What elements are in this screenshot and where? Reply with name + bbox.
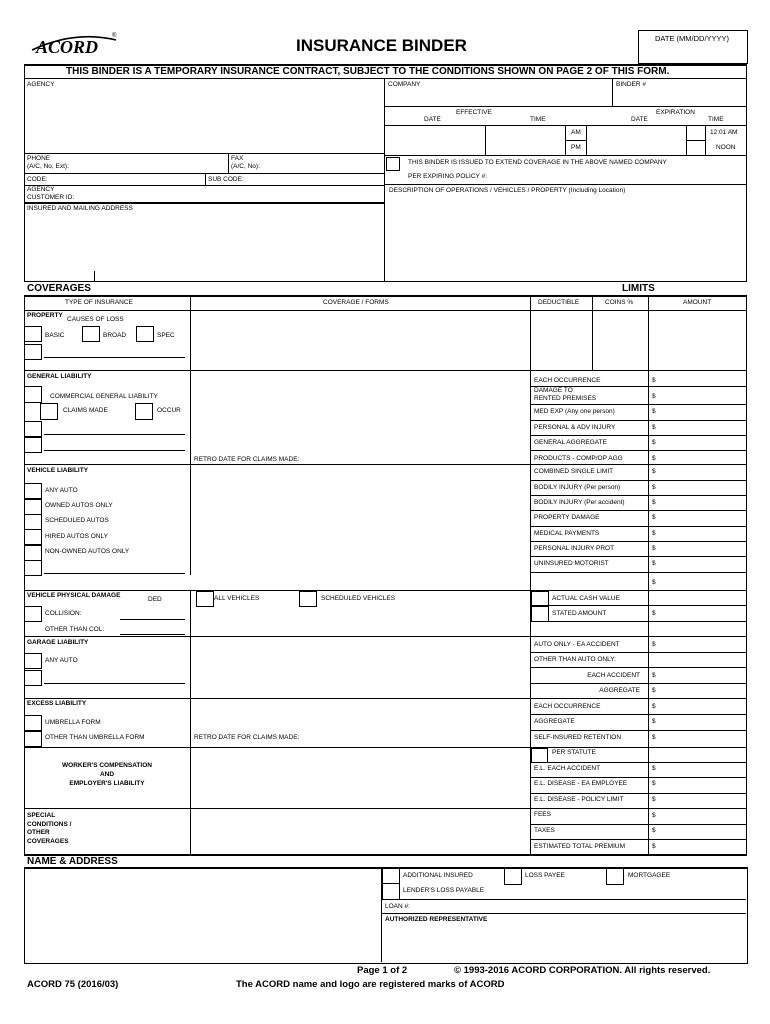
other-than-col-label: OTHER THAN COL:	[45, 626, 105, 633]
excess-each-occurrence-amount[interactable]	[660, 700, 744, 712]
vehicle-physical-damage-label: VEHICLE PHYSICAL DAMAGE	[27, 592, 121, 599]
wc-el-disease-policy-dollar: $	[652, 796, 656, 803]
property-amount-field[interactable]	[650, 312, 744, 369]
excess-retro-date-label: RETRO DATE FOR CLAIMS MADE:	[194, 734, 300, 741]
wc-label-block	[24, 761, 190, 791]
claims-made-checkbox[interactable]	[40, 403, 58, 420]
vl-limit-4-amount[interactable]	[660, 528, 744, 540]
garage-aggregate: AGGREGATE	[599, 687, 640, 694]
gl-med-exp-dollar: $	[652, 408, 656, 415]
stated-amount-checkbox[interactable]	[531, 606, 549, 622]
agency-customer-label: AGENCY	[27, 186, 55, 193]
hired-autos-label: HIRED AUTOS ONLY	[45, 533, 108, 540]
gl-other-1-checkbox[interactable]	[24, 421, 42, 437]
estimated-premium-dollar: $	[652, 843, 656, 850]
eff-time-label: TIME	[530, 116, 546, 123]
garage-any-auto-checkbox[interactable]	[24, 653, 42, 669]
per-statute-checkbox[interactable]	[531, 748, 548, 763]
special-label-2: CONDITIONS /	[27, 820, 72, 828]
gl-personal-adv: PERSONAL & ADV INJURY	[534, 424, 616, 431]
property-coins-field[interactable]	[594, 312, 646, 369]
fax-label-sub: (A/C, No):	[231, 163, 260, 170]
fees-label: FEES	[534, 811, 551, 818]
broad-checkbox[interactable]	[82, 326, 100, 342]
additional-insured-label: ADDITIONAL INSURED	[403, 872, 473, 879]
gl-general-aggregate-dollar: $	[652, 439, 656, 446]
mortgagee-label: MORTGAGEE	[628, 872, 671, 879]
gl-each-occurrence-dollar: $	[652, 377, 656, 384]
wc-label-1: WORKER'S COMPENSATION	[62, 762, 152, 769]
umbrella-form-label: UMBRELLA FORM	[45, 719, 101, 726]
description-field[interactable]	[386, 196, 744, 280]
vl-extra-amount[interactable]	[660, 575, 744, 587]
form-number: ACORD 75 (2016/03)	[27, 979, 119, 990]
authorized-rep-field[interactable]	[383, 926, 744, 960]
wc-el-disease-employee-amount[interactable]	[660, 779, 744, 791]
vl-limit-2-amount[interactable]	[660, 497, 744, 509]
vl-limit-4: MEDICAL PAYMENTS	[534, 530, 600, 537]
estimated-premium-amount[interactable]	[660, 841, 744, 853]
wc-el-disease-employee-dollar: $	[652, 780, 656, 787]
scheduled-autos-label: SCHEDULED AUTOS	[45, 517, 109, 524]
vl-limit-0-amount[interactable]	[660, 466, 744, 478]
scheduled-vehicles-label: SCHEDULED VEHICLES	[321, 595, 396, 602]
noon-label: NOON	[716, 144, 736, 151]
vl-limit-6: UNINSURED MOTORIST	[534, 560, 609, 567]
binder-label: BINDER #	[616, 81, 646, 88]
loss-payee-checkbox[interactable]	[504, 868, 522, 885]
garage-each-accident: EACH ACCIDENT	[587, 672, 640, 679]
excess-liability-label: EXCESS LIABILITY	[27, 700, 87, 707]
property-other-checkbox[interactable]	[24, 344, 42, 360]
cgl-checkbox[interactable]	[24, 386, 42, 403]
fax-label: FAX	[231, 155, 244, 162]
pm-label: PM	[571, 144, 581, 151]
insured-field[interactable]	[26, 214, 382, 280]
gl-other-2-checkbox[interactable]	[24, 437, 42, 453]
collision-label: COLLISION:	[45, 610, 82, 617]
vl-limit-1: BODILY INJURY (Per person)	[534, 484, 621, 491]
excess-sir: SELF-INSURED RETENTION	[534, 734, 622, 741]
basic-checkbox[interactable]	[24, 326, 42, 342]
company-label: COMPANY	[388, 81, 421, 88]
coins-header: COINS %	[605, 299, 634, 306]
garage-each-accident-amount[interactable]	[660, 669, 744, 681]
vl-limit-6-dollar: $	[652, 560, 656, 567]
gl-damage-amount[interactable]	[660, 388, 744, 402]
property-deductible-field[interactable]	[532, 312, 590, 369]
wc-el-disease-employee: E.L. DISEASE - EA EMPLOYEE	[534, 780, 628, 787]
vl-limit-6-amount[interactable]	[660, 558, 744, 570]
vl-limit-3-dollar: $	[652, 514, 656, 521]
vl-limit-0: COMBINED SINGLE LIMIT	[534, 468, 614, 475]
garage-other-checkbox[interactable]	[24, 670, 42, 686]
all-vehicles-label: ALL VEHICLES	[214, 595, 260, 602]
vl-extra-dollar: $	[652, 579, 656, 586]
loss-payee-label: LOSS PAYEE	[525, 872, 565, 879]
any-auto-label: ANY AUTO	[45, 487, 78, 494]
garage-auto-only: AUTO ONLY - EA ACCIDENT	[534, 641, 620, 648]
insured-label: INSURED AND MAILING ADDRESS	[27, 205, 133, 212]
gl-products-amount[interactable]	[660, 452, 744, 464]
broad-label: BROAD	[103, 332, 127, 339]
vl-limit-2-dollar: $	[652, 499, 656, 506]
wc-el-each-accident-amount[interactable]	[660, 764, 744, 776]
binder-subtitle: THIS BINDER IS A TEMPORARY INSURANCE CONTRACT, SUBJECT TO THE CONDITIONS SHOWN ON PAGE 2 OF THIS FORM.	[66, 66, 670, 77]
vl-limit-5: PERSONAL INJURY PROT	[534, 545, 615, 552]
taxes-dollar: $	[652, 827, 656, 834]
code-label: CODE:	[27, 176, 48, 183]
wc-el-each-accident-dollar: $	[652, 765, 656, 772]
gl-damage-dollar: $	[652, 393, 656, 400]
vl-limit-4-dollar: $	[652, 530, 656, 537]
garage-auto-only-dollar: $	[652, 641, 656, 648]
special-label-3: OTHER	[27, 829, 50, 836]
coverages-title: COVERAGES	[27, 283, 91, 294]
page-number: Page 1 of 2	[357, 965, 408, 976]
forms-header: COVERAGE / FORMS	[323, 299, 389, 306]
occur-checkbox[interactable]	[135, 403, 153, 420]
taxes-amount[interactable]	[660, 826, 744, 838]
spec-checkbox[interactable]	[136, 326, 154, 342]
umbrella-form-checkbox[interactable]	[24, 715, 42, 731]
loan-label: LOAN #:	[385, 903, 410, 910]
vl-limit-2: BODILY INJURY (Per accident)	[534, 499, 625, 506]
wc-per-statute: PER STATUTE	[552, 749, 596, 756]
hired-autos-checkbox[interactable]	[24, 529, 42, 545]
gl-personal-adv-dollar: $	[652, 424, 656, 431]
excess-each-occurrence-dollar: $	[652, 703, 656, 710]
stated-amount-label: STATED AMOUNT	[552, 610, 607, 617]
garage-aggregate-amount[interactable]	[660, 685, 744, 697]
collision-checkbox[interactable]	[24, 606, 42, 622]
basic-label: BASIC	[45, 332, 65, 339]
wc-label-2: AND	[99, 771, 115, 778]
vl-limit-3-amount[interactable]	[660, 512, 744, 524]
special-label-block	[27, 812, 71, 846]
excess-aggregate-amount[interactable]	[660, 716, 744, 728]
garage-auto-only-amount[interactable]	[660, 638, 744, 650]
fees-amount[interactable]	[660, 810, 744, 822]
gl-retro-date-label: RETRO DATE FOR CLAIMS MADE:	[194, 456, 300, 463]
garage-other-than-auto: OTHER THAN AUTO ONLY:	[534, 656, 616, 663]
page-title: INSURANCE BINDER	[296, 36, 467, 55]
acord-logo: ACORD ®	[30, 28, 120, 58]
exp-time-label: TIME	[708, 116, 724, 123]
deductible-header: DEDUCTIBLE	[538, 299, 580, 306]
vl-limit-1-amount[interactable]	[660, 482, 744, 494]
effective-label: EFFECTIVE	[456, 109, 492, 116]
excess-sir-amount[interactable]	[660, 732, 744, 744]
name-address-title: NAME & ADDRESS	[27, 856, 118, 867]
per-expiring-label: PER EXPIRING POLICY #:	[408, 173, 487, 180]
lenders-loss-payable-label: LENDER'S LOSS PAYABLE	[403, 887, 485, 894]
wc-label-3: EMPLOYER'S LIABILITY	[69, 780, 145, 787]
scheduled-autos-checkbox[interactable]	[24, 514, 42, 530]
am-label: AM	[571, 129, 581, 136]
taxes-label: TAXES	[534, 827, 555, 834]
gl-rented-premises: RENTED PREMISES	[534, 395, 597, 402]
owned-autos-checkbox[interactable]	[24, 499, 42, 515]
scheduled-vehicles-checkbox[interactable]	[299, 591, 317, 607]
vehicle-liability-label: VEHICLE LIABILITY	[27, 467, 89, 474]
am-1201-label: 12:01 AM	[710, 129, 738, 136]
fees-dollar: $	[652, 812, 656, 819]
authorized-rep-label: AUTHORIZED REPRESENTATIVE	[385, 916, 488, 923]
gl-damage-to: DAMAGE TO	[534, 387, 573, 394]
garage-aggregate-dollar: $	[652, 687, 656, 694]
vl-limit-0-dollar: $	[652, 468, 656, 475]
ded-label: DED	[148, 596, 162, 603]
estimated-premium-label: ESTIMATED TOTAL PREMIUM	[534, 843, 626, 850]
other-than-umbrella-checkbox[interactable]	[24, 731, 42, 747]
name-address-field[interactable]	[26, 870, 378, 960]
garage-each-accident-dollar: $	[652, 672, 656, 679]
copyright: © 1993-2016 ACORD CORPORATION. All rights reserved.	[454, 965, 711, 976]
agency-customer-label-sub: CUSTOMER ID:	[27, 194, 75, 201]
subcode-label: SUB CODE:	[208, 176, 244, 183]
lenders-loss-payable-checkbox[interactable]	[382, 883, 400, 900]
wc-el-each-accident: E.L. EACH ACCIDENT	[534, 765, 601, 772]
garage-liability-label: GARAGE LIABILITY	[27, 639, 89, 646]
special-label-4: COVERAGES	[27, 837, 69, 845]
causes-of-loss-label: CAUSES OF LOSS	[67, 316, 124, 323]
gl-each-occurrence: EACH OCCURRENCE	[534, 377, 601, 384]
stated-amount-amount[interactable]	[660, 607, 744, 619]
gl-general-aggregate-amount[interactable]	[660, 437, 744, 449]
gl-products-dollar: $	[652, 455, 656, 462]
date-label: DATE (MM/DD/YYYY)	[655, 34, 730, 43]
owned-autos-label: OWNED AUTOS ONLY	[45, 502, 113, 509]
registered-marks: The ACORD name and logo are registered marks of ACORD	[236, 979, 505, 990]
garage-any-auto-label: ANY AUTO	[45, 657, 78, 664]
extend-coverage-text: THIS BINDER IS ISSUED TO EXTEND COVERAGE IN THE ABOVE NAMED COMPANY	[408, 159, 667, 166]
description-label: DESCRIPTION OF OPERATIONS / VEHICLES / PROPERTY (Including Location)	[389, 187, 626, 194]
expiration-label: EXPIRATION	[656, 109, 695, 116]
agency-field[interactable]	[26, 90, 382, 152]
mortgagee-checkbox[interactable]	[606, 868, 624, 885]
vl-limit-5-dollar: $	[652, 545, 656, 552]
property-label: PROPERTY	[27, 312, 63, 319]
phone-label: PHONE	[27, 155, 51, 162]
all-vehicles-checkbox[interactable]	[196, 591, 214, 607]
wc-el-disease-policy: E.L. DISEASE - POLICY LIMIT	[534, 796, 624, 803]
claims-made-label: CLAIMS MADE	[63, 407, 108, 414]
spec-label: SPEC	[157, 332, 175, 339]
occur-label: OCCUR	[157, 407, 181, 414]
non-owned-autos-checkbox[interactable]	[24, 545, 42, 561]
general-liability-label: GENERAL LIABILITY	[27, 373, 92, 380]
excess-aggregate-dollar: $	[652, 718, 656, 725]
phone-label-sub: (A/C, No, Ext):	[27, 163, 69, 170]
amount-header: AMOUNT	[683, 299, 712, 306]
gl-personal-adv-amount[interactable]	[660, 422, 744, 434]
vl-other-checkbox[interactable]	[24, 560, 42, 576]
eff-date-label: DATE	[424, 116, 441, 123]
gl-each-occurrence-amount[interactable]	[660, 373, 744, 385]
excess-aggregate: AGGREGATE	[534, 718, 575, 725]
vl-limit-3: PROPERTY DAMAGE	[534, 514, 600, 521]
type-header: TYPE OF INSURANCE	[65, 299, 133, 306]
exp-date-label: DATE	[631, 116, 648, 123]
any-auto-checkbox[interactable]	[24, 483, 42, 499]
wc-el-disease-policy-amount[interactable]	[660, 795, 744, 807]
gl-products: PRODUCTS - COMP/OP AGG	[534, 455, 623, 462]
non-owned-autos-label: NON-OWNED AUTOS ONLY	[45, 548, 130, 555]
vl-limit-1-dollar: $	[652, 484, 656, 491]
extend-coverage-checkbox[interactable]	[386, 157, 400, 171]
other-than-umbrella-label: OTHER THAN UMBRELLA FORM	[45, 734, 145, 741]
gl-med-exp: MED EXP (Any one person)	[534, 408, 615, 415]
stated-amount-dollar: $	[652, 610, 656, 617]
gl-med-exp-amount[interactable]	[660, 406, 744, 418]
cgl-label: COMMERCIAL GENERAL LIABILITY	[50, 393, 158, 400]
vl-limit-5-amount[interactable]	[660, 543, 744, 555]
limits-title: LIMITS	[622, 283, 655, 294]
special-label-1: SPECIAL	[27, 812, 56, 819]
excess-each-occurrence: EACH OCCURRENCE	[534, 703, 601, 710]
actual-cash-value-label: ACTUAL CASH VALUE	[552, 595, 620, 602]
logo-text: ACORD	[36, 37, 99, 57]
agency-label: AGENCY	[27, 81, 55, 88]
gl-general-aggregate: GENERAL AGGREGATE	[534, 439, 607, 446]
excess-sir-dollar: $	[652, 734, 656, 741]
